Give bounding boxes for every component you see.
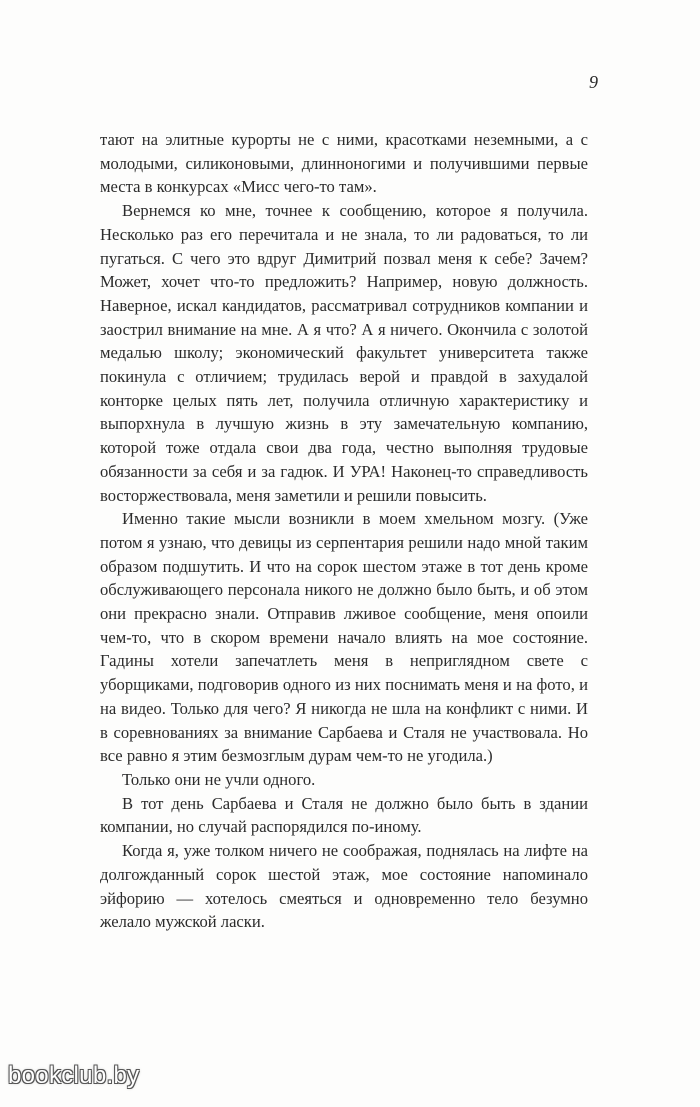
body-text [100,128,588,934]
paragraph: Вернемся ко мне, точнее к сообщению, которое я получила. Несколько раз его перечитала и не знала, то ли радоваться, то ли пугаться. С чего это вдруг Димитрий позвал меня к себе? Зачем? Может, хочет что-то предложить? Например, новую должность. Наверное, искал кандидатов, рассматривал сотрудников компании и заострил внимание на мне. А я что? А я ничего. Окончила с золотой медалью школу; экономический факультет университета также покинула с отличием; трудилась верой и правдой в захудалой конторке целых пять лет, получила отличную характеристику и выпорхнула в лучшую жизнь в эту замечательную компанию, которой тоже отдала свои два года, честно выполняя трудовые обязанности за себя и за гадюк. И УРА! Наконец-то справедливость восторжествовала, меня заметили и решили повысить. [100,201,588,505]
paragraph: Именно такие мысли возникли в моем хмельном мозгу. (Уже потом я узнаю, что девицы из серпентария решили надо мной таким образом подшутить. И что на сорок шестом этаже в тот день кроме обслуживающего персонала никого не должно было быть, и об этом они прекрасно знали. Отправив лживое сообщение, меня опоили чем-то, что в скором времени начало влиять на мое состояние. Гадины хотели запечатлеть меня в неприглядном свете с уборщиками, подговорив одного из них поснимать меня и на фото, и на видео. Только для чего? Я никогда не шла на конфликт с ними. И в соревнованиях за внимание Сарбаева и Сталя не участвовала. Но все равно я этим безмозглым дурам чем-то не угодила.) [100,509,588,766]
paragraph: тают на элитные курорты не с ними, красотками неземными, а с молодыми, силиконовыми, длинноногими и получившими первые места в конкурсах «Мисс чего-то там». [100,130,588,197]
paragraph: Когда я, уже толком ничего не соображая, поднялась на лифте на долгожданный сорок шестой этаж, мое состояние напоминало эйфорию — хотелось смеяться и одновременно тело безумно желало мужской ласки. [100,841,588,932]
paragraph: В тот день Сарбаева и Сталя не должно было быть в здании компании, но случай распорядился по-иному. [100,793,588,837]
watermark-logo: bookclub.by [8,1062,140,1089]
page-number: 9 [589,72,598,92]
paragraph: Только они не учли одного. [122,769,316,789]
